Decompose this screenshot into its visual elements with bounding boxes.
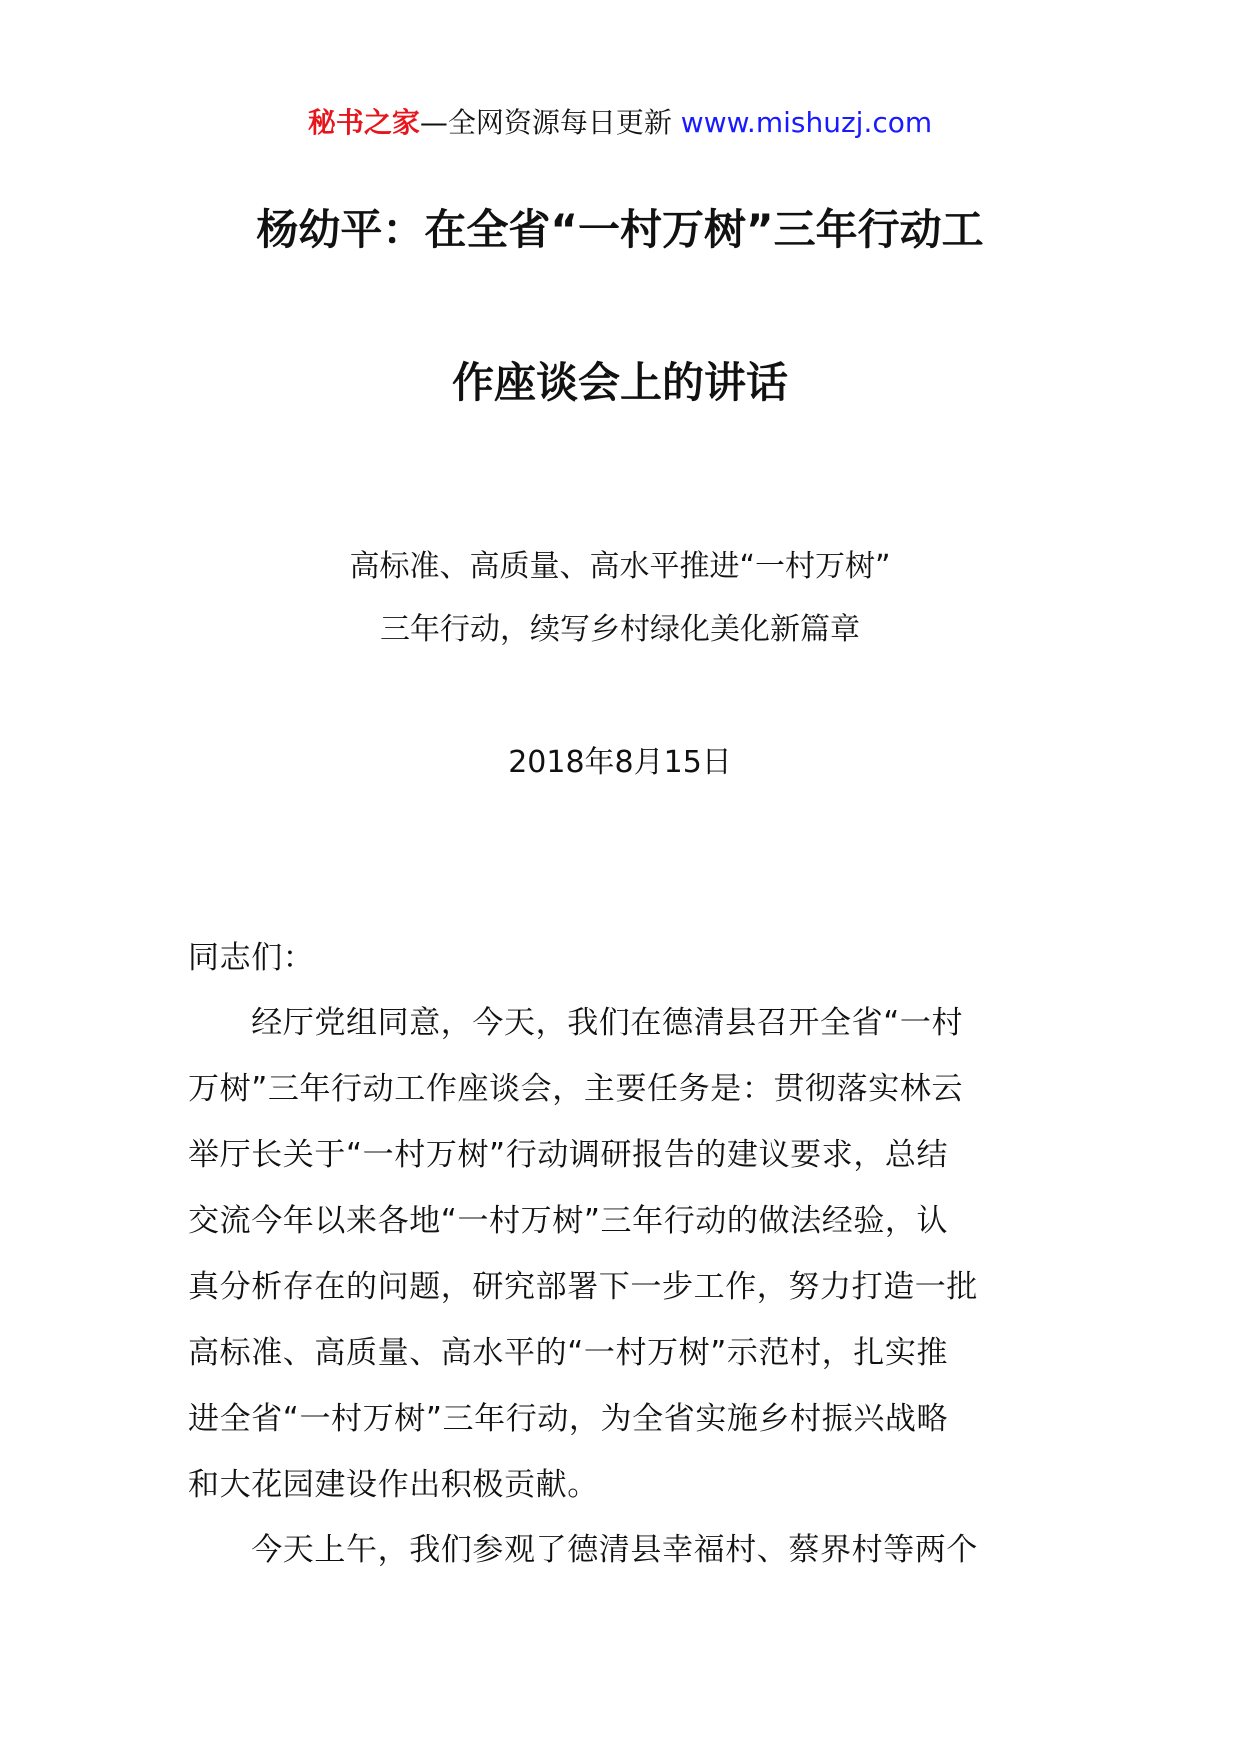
paragraph-line: 经厅党组同意，今天，我们在德清县召开全省“一村	[188, 1005, 964, 1041]
document-title-line-2: 作座谈会上的讲话	[451, 358, 788, 407]
body-paragraph-1	[188, 990, 1058, 1518]
paragraph-line: 高标准、高质量、高水平的“一村万树”示范村，扎实推	[188, 1335, 949, 1371]
site-tagline: —全网资源每日更新	[419, 106, 672, 139]
paragraph-line: 举厅长关于“一村万树”行动调研报告的建议要求，总结	[188, 1137, 949, 1173]
site-header	[0, 103, 1240, 143]
document-subtitle-line-2: 三年行动，续写乡村绿化美化新篇章	[380, 612, 860, 647]
salutation: 同志们：	[188, 940, 315, 976]
body-paragraph-2	[188, 1517, 1058, 1583]
site-url-link[interactable]: www.mishuzj.com	[680, 106, 933, 139]
paragraph-line: 真分析存在的问题，研究部署下一步工作，努力打造一批	[188, 1269, 978, 1305]
paragraph-line: 进全省“一村万树”三年行动，为全省实施乡村振兴战略	[188, 1401, 949, 1437]
paragraph-line: 和大花园建设作出积极贡献。	[188, 1467, 599, 1503]
document-title-line-1: 杨幼平：在全省“一村万树”三年行动工	[256, 205, 984, 254]
paragraph-line: 交流今年以来各地“一村万树”三年行动的做法经验，认	[188, 1203, 949, 1239]
paragraph-line: 今天上午，我们参观了德清县幸福村、蔡界村等两个	[188, 1532, 978, 1568]
document-subtitle-line-1: 高标准、高质量、高水平推进“一村万树”	[349, 549, 891, 584]
paragraph-line: 万树”三年行动工作座谈会，主要任务是：贯彻落实林云	[188, 1071, 964, 1107]
site-name: 秘书之家	[307, 106, 420, 139]
document-date: 2018年8月15日	[508, 745, 732, 780]
